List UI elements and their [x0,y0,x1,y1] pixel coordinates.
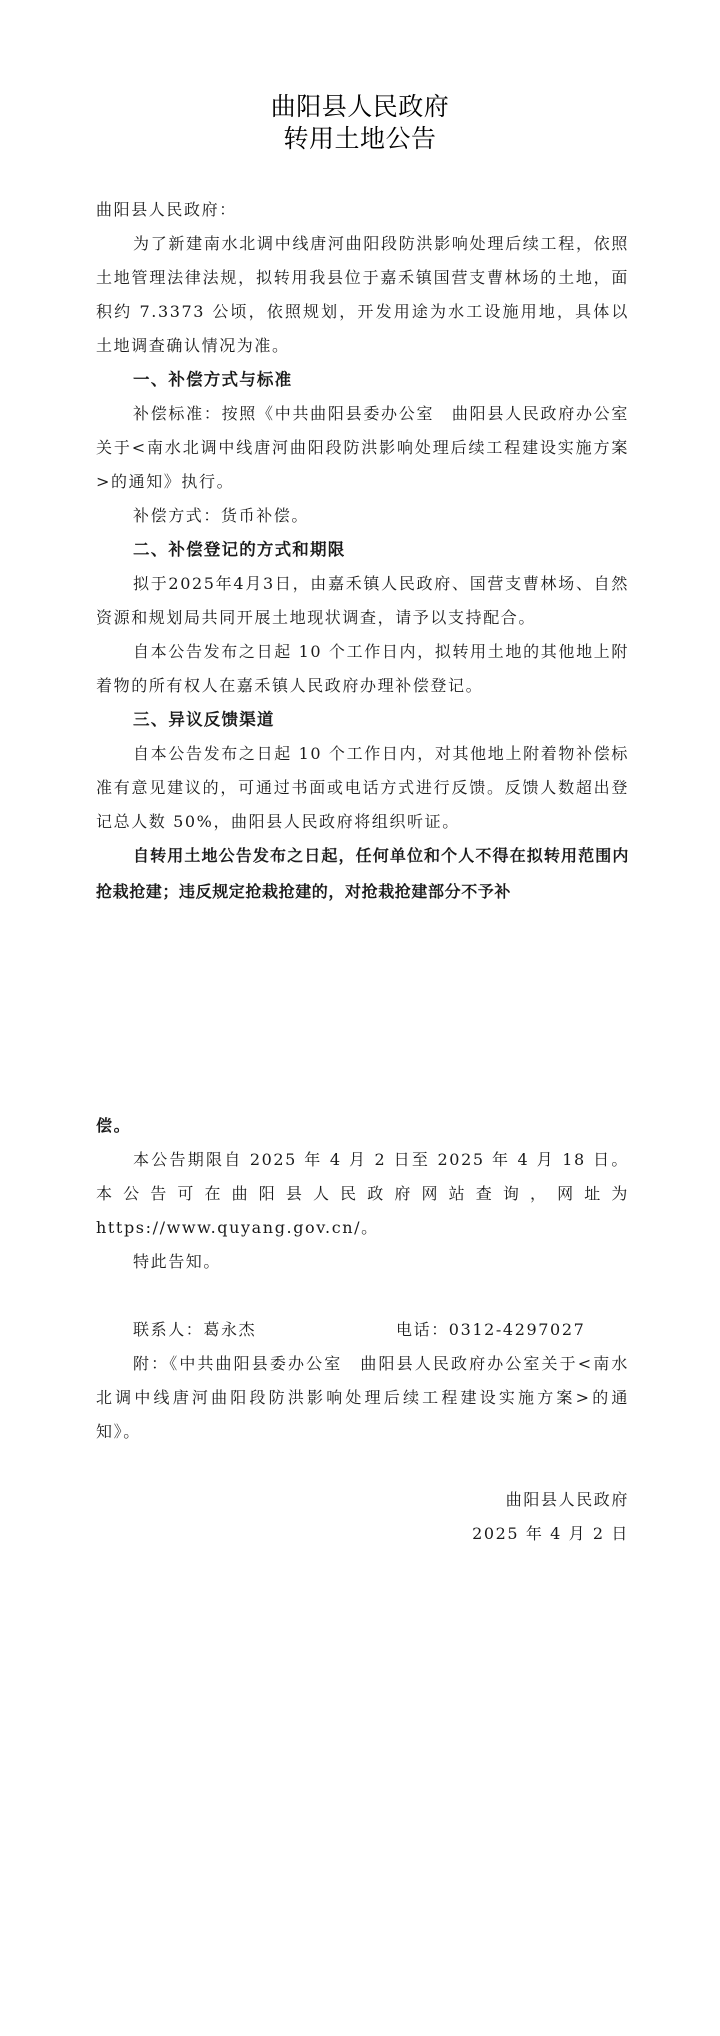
contact-phone: 电话：0312-4297027 [396,1320,586,1339]
intro-paragraph: 为了新建南水北调中线唐河曲阳段防洪影响处理后续工程，依照土地管理法律法规，拟转用我县位于嘉禾镇国营支曹林场的土地，面积约 7.3373 公顷，依照规划，开发用途为水工设施用地，具体以土地调查确认情况为准。 [96,234,629,355]
section3-heading: 三、异议反馈渠道 [133,710,275,729]
document-title-line1: 曲阳县人民政府 [270,92,450,121]
section3-paragraph1: 自本公告发布之日起 10 个工作日内，对其他地上附着物补偿标准有意见建议的，可通过书面或电话方式进行反馈。反馈人数超出登记总人数 50%，曲阳县人民政府将组织听证。 [96,744,629,831]
attachment-note: 附：《中共曲阳县委办公室 曲阳县人民政府办公室关于<南水北调中线唐河曲阳段防洪影响处理后续工程建设实施方案>的通知》。 [96,1354,629,1441]
bold-notice: 自转用土地公告发布之日起，任何单位和个人不得在拟转用范围内抢栽抢建；违反规定抢栽抢建的，对抢栽抢建部分不予补 [96,846,629,901]
section1-standard: 补偿标准：按照《中共曲阳县委办公室 曲阳县人民政府办公室关于<南水北调中线唐河曲阳段防洪影响处理后续工程建设实施方案>的通知》执行。 [96,404,629,491]
document-title-line2: 转用土地公告 [283,124,437,153]
signature: 曲阳县人民政府 [505,1490,629,1509]
salutation: 曲阳县人民政府： [96,200,237,219]
section2-heading: 二、补偿登记的方式和期限 [133,540,346,559]
contact-person: 联系人：葛永杰 [133,1320,257,1339]
section1-method: 补偿方式：货币补偿。 [133,506,310,525]
closing-remark: 特此告知。 [133,1252,222,1271]
validity-paragraph: 本公告期限自 2025 年 4 月 2 日至 2025 年 4 月 18 日。本公告可在曲阳县人民政府网站查询，网址为 https://www.quyang.gov.cn/。 [96,1150,629,1237]
document-date: 2025 年 4 月 2 日 [472,1524,629,1543]
section1-heading: 一、补偿方式与标准 [133,370,293,389]
bold-notice-tail: 偿。 [96,1116,132,1135]
section2-paragraph1: 拟于2025年4月3日，由嘉禾镇人民政府、国营支曹林场、自然资源和规划局共同开展土地现状调查，请予以支持配合。 [96,574,629,627]
section2-paragraph2: 自本公告发布之日起 10 个工作日内，拟转用土地的其他地上附着物的所有权人在嘉禾镇人民政府办理补偿登记。 [96,642,629,695]
